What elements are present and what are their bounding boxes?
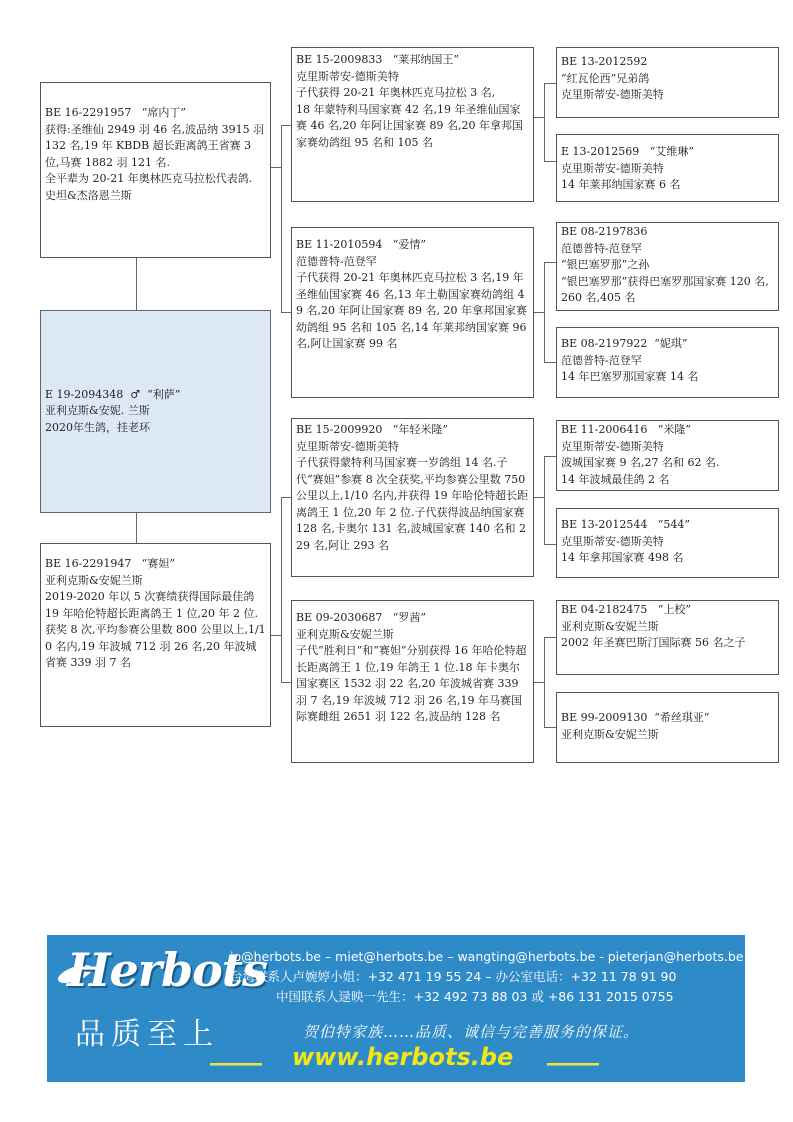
decorative-line-left bbox=[210, 1063, 262, 1066]
connector bbox=[544, 262, 545, 362]
owner-line: 范德普特-范登罕 bbox=[296, 254, 377, 268]
result-line: 18 年蒙特利马国家赛 42 名,19 年圣维仙国家赛 46 名,20 年阿让国家赛 89 名,20 年拿邦国家赛幼鸽组 95 名和 105 名 bbox=[296, 102, 523, 149]
result-line: “银巴塞罗那”获得巴塞罗那国家赛 120 名,260 名,405 名 bbox=[561, 274, 769, 304]
pedigree-subject bbox=[40, 310, 271, 513]
slogan: 品质至上 bbox=[75, 1017, 219, 1052]
pedigree-sire-dam bbox=[291, 227, 534, 398]
ring-line: BE 99-2009130 “希丝琪亚” bbox=[561, 711, 710, 724]
owner-line: 亚利克斯&安妮兰斯 bbox=[561, 619, 659, 633]
dam-title: 19 年哈伦特超长距离鸽王 1 位,20 年 2 位. bbox=[45, 606, 258, 620]
subject-note: 2020年生鸽，挂老环 bbox=[45, 420, 150, 434]
connector bbox=[534, 682, 544, 683]
pedigree-gen3-4 bbox=[556, 327, 779, 398]
connector bbox=[544, 362, 556, 363]
connector bbox=[544, 83, 556, 84]
connector bbox=[281, 497, 282, 682]
connector bbox=[544, 637, 545, 727]
ring-line: BE 08-2197922 “妮琪” bbox=[561, 337, 688, 350]
dam-results: 获奖 8 次,平均参赛公里数 800 公里以上,1/10 名内,19 年波城 712 羽 26 名,20 年波城省赛 339 羽 7 名 bbox=[45, 623, 266, 669]
connector bbox=[544, 544, 556, 545]
owner-line: 克里斯蒂安-德斯美特 bbox=[296, 439, 399, 453]
result-line: 14 年巴塞罗那国家赛 14 名 bbox=[561, 370, 699, 383]
connector bbox=[534, 497, 544, 498]
ring-line: BE 15-2009920 “年轻米隆” bbox=[296, 423, 449, 436]
ring-line: BE 13-2012592 bbox=[561, 55, 648, 68]
ring-line: BE 13-2012544 “544” bbox=[561, 518, 691, 531]
connector bbox=[281, 682, 291, 683]
owner-line: 克里斯蒂安-德斯美特 bbox=[561, 534, 664, 548]
ring-line: BE 04-2182475 “上校” bbox=[561, 603, 692, 616]
pedigree-gen3-5 bbox=[556, 420, 779, 491]
connector bbox=[534, 312, 544, 313]
connector bbox=[544, 161, 556, 162]
tagline: 贺伯特家族……品质、诚信与完善服务的保证。 bbox=[303, 1023, 640, 1041]
result-line: 14 年拿邦国家赛 498 名 bbox=[561, 551, 684, 564]
owner-line: 克里斯蒂安-德斯美特 bbox=[561, 439, 664, 453]
connector bbox=[544, 262, 556, 263]
connector bbox=[544, 637, 556, 638]
herbots-logo: Herbots bbox=[67, 943, 267, 997]
owner-line: 克里斯蒂安-德斯美特 bbox=[561, 88, 664, 101]
owner-line: 范德普特-范登罕 bbox=[561, 241, 642, 255]
sire-results: 获得:圣维仙 2949 羽 46 名,波品纳 3915 羽 132 名,19 年 KBDB 超长距离鸽王省赛 3 位,马赛 1882 羽 121 名. bbox=[45, 122, 268, 169]
connector bbox=[544, 456, 545, 544]
ring-line: BE 08-2197836 bbox=[561, 225, 648, 238]
sire-note: 全平辈为 20-21 年奥林匹克马拉松代表鸽. bbox=[45, 172, 253, 185]
dam-owner: 亚利克斯&安妮兰斯 bbox=[45, 573, 143, 587]
website-link[interactable]: www.herbots.be bbox=[292, 1043, 514, 1071]
result-line: 子代“胜利日”和“赛妲”分别获得 16 年哈伦特超长距离鸽王 1 位,19 年鸽王 1 位.18 年卡奥尔国家赛区 1532 羽 22 名,20 年波城省赛 339 羽 7 名,19 年波城 712 羽 26 名,19 年马赛国际赛雌组 2651 羽 122 名,波品纳 128 名 bbox=[296, 644, 527, 723]
connector bbox=[136, 513, 137, 543]
owner-line: 亚利克斯&安妮兰斯 bbox=[296, 627, 394, 641]
result-line: 14 年莱邦纳国家赛 6 名 bbox=[561, 178, 681, 191]
pedigree-gen3-2 bbox=[556, 134, 779, 202]
taiwan-contact: 台湾联系人卢婉婷小姐：+32 471 19 55 24 – 办公室电话：+32 11 78 91 90 bbox=[230, 969, 677, 984]
owner-line: 范德普特-范登罕 bbox=[561, 353, 642, 367]
connector bbox=[544, 727, 556, 728]
connector bbox=[281, 312, 291, 313]
connector bbox=[534, 117, 544, 118]
connector bbox=[544, 83, 545, 161]
owner-line: 克里斯蒂安-德斯美特 bbox=[296, 69, 399, 83]
pedigree-gen3-6 bbox=[556, 508, 779, 578]
sire-ring: BE 16-2291957 “席内丁” bbox=[45, 106, 187, 119]
result-line: 波城国家赛 9 名,27 名和 62 名. bbox=[561, 456, 720, 469]
ring-line: E 13-2012569 “艾维琳” bbox=[561, 145, 694, 158]
pedigree-dam-sire bbox=[291, 418, 534, 577]
pedigree-gen3-1 bbox=[556, 47, 779, 118]
subject-owner: 亚利克斯&安妮. 兰斯 bbox=[45, 404, 150, 418]
ring-line: BE 11-2010594 “爱情” bbox=[296, 238, 427, 251]
result-line: 子代获得 20-21 年奥林匹克马拉松 3 名,19 年圣维仙国家赛 46 名,13 年土勒国家赛幼鸽组 49 名,20 年阿让国家赛 89 名, 20 年拿邦国家赛幼鸽组 95 名和 105 名,14 年莱邦纳国家赛 96 名,阿让国家赛 99 名 bbox=[296, 271, 530, 350]
pedigree-gen3-7 bbox=[556, 600, 779, 675]
result-line: 2002 年圣赛巴斯汀国际赛 56 名之子 bbox=[561, 636, 746, 649]
china-contact: 中国联系人逯映一先生：+32 492 73 88 03 或 +86 131 2015 0755 bbox=[276, 989, 674, 1004]
email-list[interactable]: jo@herbots.be – miet@herbots.be – wangting@herbots.be - pieterjan@herbots.be bbox=[230, 949, 744, 964]
pedigree-gen3-8 bbox=[556, 692, 779, 763]
result-line: 子代获得蒙特利马国家赛一岁鸽组 14 名.子代“赛妲”参赛 8 次全获奖,平均参赛公里数 750 公里以上,1/10 名内,并获得 19 年哈伦特超长距离鸽王 1 位,20 年 2 位.子代获得波品纳国家赛 128 名,卡奥尔 131 名,波城国家赛 140 名和 229 名,阿让 293 名 bbox=[296, 456, 529, 552]
ring-line: BE 11-2006416 “米隆” bbox=[561, 423, 692, 436]
ring-line: BE 09-2030687 “罗茜” bbox=[296, 611, 427, 624]
pedigree-sire bbox=[40, 82, 271, 258]
connector bbox=[281, 497, 291, 498]
connector bbox=[281, 125, 282, 312]
herbots-banner bbox=[47, 935, 745, 1082]
result-line: 子代获得 20-21 年奥林匹克马拉松 3 名, bbox=[296, 86, 496, 99]
owner-line: 克里斯蒂安-德斯美特 bbox=[561, 161, 664, 175]
dam-award: 2019-2020 年以 5 次赛绩获得国际最佳鸽 bbox=[45, 590, 255, 603]
connector bbox=[136, 258, 137, 310]
ring-line: BE 15-2009833 “莱邦纳国王” bbox=[296, 53, 460, 66]
pedigree-sire-sire bbox=[291, 47, 534, 202]
note-line: “银巴塞罗那”之孙 bbox=[561, 258, 650, 271]
connector bbox=[544, 456, 556, 457]
pedigree-dam-dam bbox=[291, 600, 534, 763]
contact-info bbox=[230, 947, 745, 1007]
sire-owner: 史坦&杰洛恩兰斯 bbox=[45, 188, 132, 202]
connector bbox=[281, 125, 291, 126]
pedigree-dam bbox=[40, 543, 271, 727]
decorative-line-right bbox=[547, 1063, 599, 1066]
dam-ring: BE 16-2291947 “赛妲” bbox=[45, 557, 176, 570]
pedigree-gen3-3 bbox=[556, 222, 779, 311]
owner-line: 亚利克斯&安妮兰斯 bbox=[561, 727, 659, 741]
result-line: 14 年波城最佳鸽 2 名 bbox=[561, 472, 670, 486]
subject-ring: E 19-2094348 ♂ “利萨” bbox=[45, 387, 181, 401]
note-line: “红瓦伦西”兄弟鸽 bbox=[561, 71, 650, 85]
